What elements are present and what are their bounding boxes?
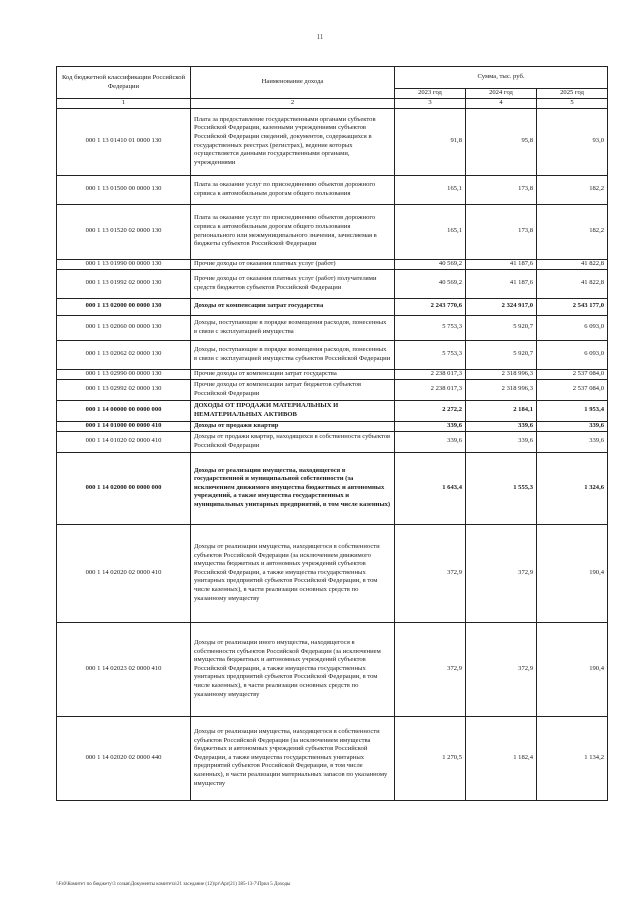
code-cell: 000 1 14 02020 02 0000 410 [57, 524, 191, 622]
value-2023-cell: 2 243 770,6 [395, 298, 466, 315]
name-cell: Доходы от реализации имущества, находящегося в государственной и муниципальной собственности (за исключением движимого имущества бюджетных и автономных учреждений, а также имущества государственных и муниципальных унитарных предприятий, в том числе казенных) [191, 452, 395, 524]
value-2023-cell: 1 270,5 [395, 716, 466, 800]
value-2024-cell: 95,8 [466, 108, 537, 175]
table-row [57, 369, 608, 379]
value-2025-cell: 93,0 [537, 108, 608, 175]
table-row [57, 452, 608, 524]
name-cell: Доходы от реализации имущества, находящегося в собственности субъектов Российской Федерации (за исключением имущества бюджетных и автономных учреждений субъектов Российской Федерации, а также имущества государственных унитарных предприятий субъектов Российской Федерации, в том числе казенных), в части реализации материальных запасов по указанному имуществу [191, 716, 395, 800]
value-2023-cell: 91,8 [395, 108, 466, 175]
col-num-3: 3 [395, 99, 466, 109]
value-2024-cell: 5 920,7 [466, 340, 537, 369]
value-2023-cell: 339,6 [395, 421, 466, 431]
col-num-1: 1 [57, 99, 191, 109]
value-2025-cell: 1 324,6 [537, 452, 608, 524]
value-2024-cell: 372,9 [466, 524, 537, 622]
code-cell: 000 1 13 01410 01 0000 130 [57, 108, 191, 175]
value-2023-cell: 165,1 [395, 175, 466, 204]
file-path-footer: \\Fs0\Комитет по бюджету\3 созыв\Документы комитета\21 заседание (12)\pr\Apr(21) 385-13-7\Прил 5 Доходы [56, 882, 291, 887]
value-2025-cell: 182,2 [537, 175, 608, 204]
table-row [57, 340, 608, 369]
name-cell: Плата за предоставление государственными органами субъектов Российской Федерации, казенными учреждениями субъектов Российской Федерации сведений, документов, содержащихся в государственных реестрах (регистрах), ведение которых осуществляется данными государственными органами, учреждениями [191, 108, 395, 175]
value-2023-cell: 372,9 [395, 622, 466, 716]
value-2025-cell: 2 537 084,0 [537, 369, 608, 379]
value-2024-cell: 2 184,1 [466, 400, 537, 421]
value-2023-cell: 2 272,2 [395, 400, 466, 421]
col-num-2: 2 [191, 99, 395, 109]
table-row [57, 259, 608, 269]
value-2024-cell: 2 324 917,0 [466, 298, 537, 315]
value-2024-cell: 41 187,6 [466, 259, 537, 269]
value-2025-cell: 190,4 [537, 622, 608, 716]
table-row [57, 400, 608, 421]
table-row [57, 379, 608, 400]
table-row [57, 421, 608, 431]
value-2024-cell: 5 920,7 [466, 315, 537, 340]
value-2025-cell: 182,2 [537, 204, 608, 259]
table-row [57, 315, 608, 340]
code-cell: 000 1 14 01000 00 0000 410 [57, 421, 191, 431]
name-cell: Прочие доходы от компенсации затрат государства [191, 369, 395, 379]
header-year-2025: 2025 год [537, 89, 608, 99]
table-row [57, 108, 608, 175]
name-cell: Прочие доходы от оказания платных услуг (работ) [191, 259, 395, 269]
code-cell: 000 1 13 02990 00 0000 130 [57, 369, 191, 379]
code-cell: 000 1 14 01020 02 0000 410 [57, 431, 191, 452]
table-row [57, 298, 608, 315]
header-code: Код бюджетной классификации Российской Федерации [57, 67, 191, 99]
table-row [57, 431, 608, 452]
value-2025-cell: 2 537 084,0 [537, 379, 608, 400]
header-year-2024: 2024 год [466, 89, 537, 99]
code-cell: 000 1 14 02023 02 0000 410 [57, 622, 191, 716]
value-2023-cell: 40 569,2 [395, 269, 466, 298]
code-cell: 000 1 13 01500 00 0000 130 [57, 175, 191, 204]
value-2025-cell: 339,6 [537, 421, 608, 431]
value-2024-cell: 339,6 [466, 421, 537, 431]
value-2023-cell: 40 569,2 [395, 259, 466, 269]
value-2023-cell: 2 238 017,3 [395, 369, 466, 379]
revenue-table [56, 66, 608, 801]
value-2024-cell: 1 182,4 [466, 716, 537, 800]
table-row [57, 175, 608, 204]
value-2024-cell: 2 318 996,3 [466, 379, 537, 400]
value-2025-cell: 6 093,0 [537, 340, 608, 369]
table-row [57, 716, 608, 800]
code-cell: 000 1 14 02020 02 0000 440 [57, 716, 191, 800]
value-2023-cell: 339,6 [395, 431, 466, 452]
value-2023-cell: 5 753,3 [395, 340, 466, 369]
name-cell: Доходы от продажи квартир, находящихся в собственности субъектов Российской Федерации [191, 431, 395, 452]
name-cell: Плата за оказание услуг по присоединению объектов дорожного сервиса к автомобильным дорогам общего пользования регионального или межмуниципального значения, зачисляемая в бюджеты субъектов Российской Федерации [191, 204, 395, 259]
code-cell: 000 1 13 02060 00 0000 130 [57, 315, 191, 340]
table-row [57, 622, 608, 716]
page-number: 11 [316, 33, 324, 41]
value-2025-cell: 1 953,4 [537, 400, 608, 421]
value-2023-cell: 372,9 [395, 524, 466, 622]
value-2024-cell: 2 318 996,3 [466, 369, 537, 379]
table-row [57, 269, 608, 298]
code-cell: 000 1 13 01520 02 0000 130 [57, 204, 191, 259]
value-2023-cell: 1 643,4 [395, 452, 466, 524]
code-cell: 000 1 14 00000 00 0000 000 [57, 400, 191, 421]
name-cell: Прочие доходы от компенсации затрат бюджетов субъектов Российской Федерации [191, 379, 395, 400]
table-body [57, 108, 608, 800]
value-2023-cell: 165,1 [395, 204, 466, 259]
value-2025-cell: 41 822,8 [537, 259, 608, 269]
value-2025-cell: 1 134,2 [537, 716, 608, 800]
value-2025-cell: 190,4 [537, 524, 608, 622]
value-2024-cell: 41 187,6 [466, 269, 537, 298]
value-2023-cell: 5 753,3 [395, 315, 466, 340]
name-cell: Доходы от компенсации затрат государства [191, 298, 395, 315]
name-cell: Доходы от продажи квартир [191, 421, 395, 431]
name-cell: ДОХОДЫ ОТ ПРОДАЖИ МАТЕРИАЛЬНЫХ И НЕМАТЕРИАЛЬНЫХ АКТИВОВ [191, 400, 395, 421]
value-2024-cell: 339,6 [466, 431, 537, 452]
name-cell: Доходы, поступающие в порядке возмещения расходов, понесенных в связи с эксплуатацией имущества [191, 315, 395, 340]
header-name: Наименование дохода [191, 67, 395, 99]
code-cell: 000 1 13 02000 00 0000 130 [57, 298, 191, 315]
name-cell: Плата за оказание услуг по присоединению объектов дорожного сервиса к автомобильным дорогам общего пользования [191, 175, 395, 204]
name-cell: Доходы, поступающие в порядке возмещения расходов, понесенных в связи с эксплуатацией имущества субъектов Российской Федерации [191, 340, 395, 369]
header-sum: Сумма, тыс. руб. [395, 67, 608, 89]
value-2023-cell: 2 238 017,3 [395, 379, 466, 400]
code-cell: 000 1 13 01990 00 0000 130 [57, 259, 191, 269]
header-year-2023: 2023 год [395, 89, 466, 99]
table-row [57, 204, 608, 259]
code-cell: 000 1 13 02992 02 0000 130 [57, 379, 191, 400]
code-cell: 000 1 13 02062 02 0000 130 [57, 340, 191, 369]
name-cell: Доходы от реализации имущества, находящегося в собственности субъектов Российской Федерации (за исключением движимого имущества бюджетных и автономных учреждений субъектов Российской Федерации, а также имущества государственных унитарных предприятий субъектов Российской Федерации, в том числе казенных), в части реализации основных средств по указанному имуществу [191, 524, 395, 622]
value-2024-cell: 173,8 [466, 175, 537, 204]
name-cell: Прочие доходы от оказания платных услуг (работ) получателями средств бюджетов субъектов Российской Федерации [191, 269, 395, 298]
value-2024-cell: 372,9 [466, 622, 537, 716]
code-cell: 000 1 13 01992 02 0000 130 [57, 269, 191, 298]
code-cell: 000 1 14 02000 00 0000 000 [57, 452, 191, 524]
value-2024-cell: 173,8 [466, 204, 537, 259]
name-cell: Доходы от реализации иного имущества, находящегося в собственности субъектов Российской Федерации (за исключением имущества бюджетных и автономных учреждений субъектов Российской Федерации, а также имущества государственных унитарных предприятий субъектов Российской Федерации, в том числе казенных), в части реализации основных средств по указанному имуществу [191, 622, 395, 716]
value-2024-cell: 1 555,3 [466, 452, 537, 524]
value-2025-cell: 339,6 [537, 431, 608, 452]
value-2025-cell: 6 093,0 [537, 315, 608, 340]
table-row [57, 524, 608, 622]
value-2025-cell: 41 822,8 [537, 269, 608, 298]
value-2025-cell: 2 543 177,0 [537, 298, 608, 315]
col-num-4: 4 [466, 99, 537, 109]
col-num-5: 5 [537, 99, 608, 109]
